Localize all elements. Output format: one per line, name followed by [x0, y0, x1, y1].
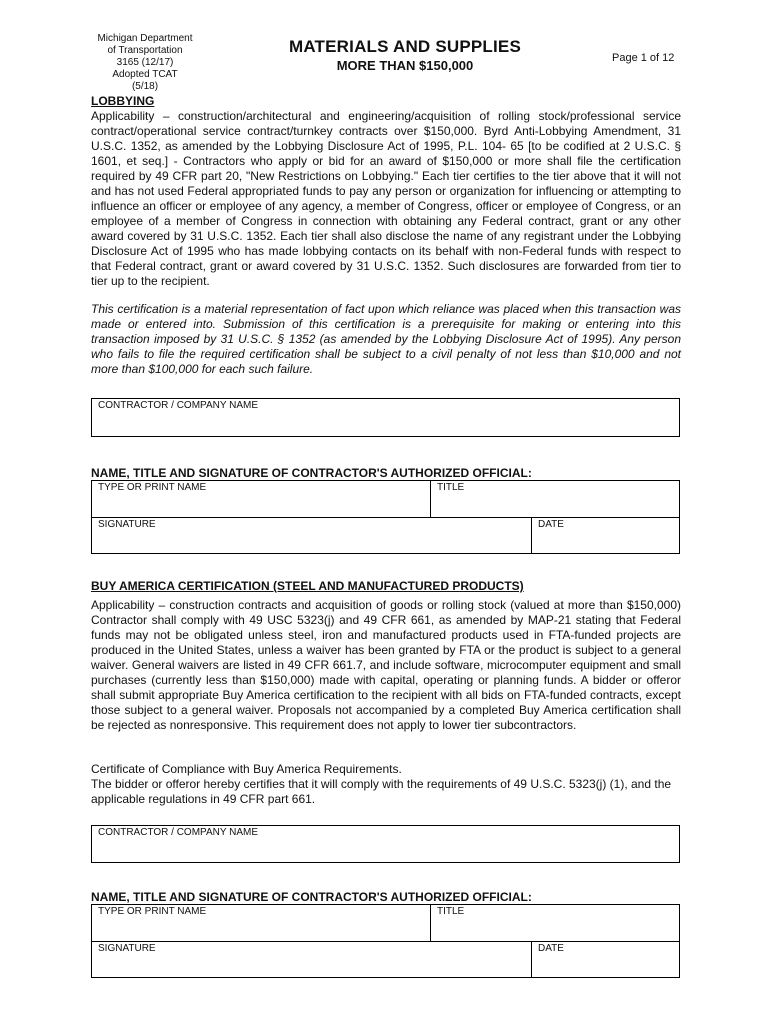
company-name-label: CONTRACTOR / COMPANY NAME	[98, 400, 259, 411]
lobbying-certification-paragraph: This certification is a material representation of fact upon which reliance was placed when this transaction was made or entered into. Submission of this certification is a prerequisite for making or entering into this transaction imposed by 31 U.S.C. § 1352 (as amended by the Lobbying Disclosure Act of 1995). Any person who fails to file the required certification shall be subject to a civil penalty of not less than $10,000 and not more than $100,000 for each such failure.	[91, 302, 681, 376]
buy-america-paragraph: Applicability – construction contracts and acquisition of goods or rolling stock (valued at more than $150,000) Contractor shall comply with 49 USC 5323(j) and 49 CFR 661, as amended by MAP-21 stating that Federal funds may not be obligated unless steel, iron and manufactured products used in FTA-funded projects are produced in the United States, unless a waiver has been granted by FTA or the product is subject to a general waiver. General waivers are listed in 49 CFR 661.7, and include software, microcomputer equipment and small purchases (currently less than $150,000) made with capital, operating or planning funds. A bidder or offeror shall submit appropriate Buy America certification to the recipient with all bids on FTA-funded contracts, except those subject to a general waiver. Proposals not accompanied by a completed Buy America certification shall be rejected as nonresponsive. This requirement does not apply to lower tier subcontractors.	[91, 598, 681, 732]
adopted-date: (5/18)	[131, 81, 159, 92]
signature-label: SIGNATURE	[98, 519, 156, 530]
title-label: TITLE	[437, 482, 465, 493]
date-label: DATE	[538, 943, 564, 954]
date-label: DATE	[538, 519, 564, 530]
lobbying-signature-table	[91, 480, 680, 554]
type-name-label: TYPE OR PRINT NAME	[98, 482, 207, 493]
title-label: TITLE	[437, 906, 465, 917]
buy-america-cert-statement: The bidder or offeror hereby certifies that it will comply with the requirements of 49 U.S.C. 5323(j) (1), and the applicable regulations in 49 CFR part 661.	[91, 777, 672, 806]
lobbying-signature-heading: NAME, TITLE AND SIGNATURE OF CONTRACTOR'S AUTHORIZED OFFICIAL:	[91, 466, 532, 480]
agency-line: of Transportation	[107, 45, 183, 56]
buy-america-signature-table	[91, 904, 680, 978]
page-title: MATERIALS AND SUPPLIES	[288, 37, 522, 56]
agency-line: Michigan Department	[97, 33, 193, 44]
buy-america-signature-heading: NAME, TITLE AND SIGNATURE OF CONTRACTOR'S AUTHORIZED OFFICIAL:	[91, 890, 532, 904]
signature-label: SIGNATURE	[98, 943, 156, 954]
buy-america-heading: BUY AMERICA CERTIFICATION (STEEL AND MANUFACTURED PRODUCTS)	[91, 579, 524, 593]
buy-america-title-field[interactable]	[431, 905, 679, 942]
buy-america-date-field[interactable]	[532, 942, 679, 977]
form-number: 3165 (12/17)	[116, 57, 174, 68]
page-subtitle: MORE THAN $150,000	[336, 58, 474, 73]
adopted-line: Adopted TCAT	[112, 69, 178, 80]
lobbying-paragraph: Applicability – construction/architectural and engineering/acquisition of rolling stock/professional service contract/operational service contract/turnkey contracts over $150,000. Byrd Anti-Lobbying Amendment, 31 U.S.C. 1352, as amended by the Lobbying Disclosure Act of 1995, P.L. 104- 65 [to be codified at 2 U.S.C. § 1601, et seq.] - Contractors who apply or bid for an award of $150,000 or more shall file the certification required by 49 CFR part 20, "New Restrictions on Lobbying." Each tier certifies to the tier above that it will not and has not used Federal appropriated funds to pay any person or organization for influencing or attempting to influence an officer or employee of any agency, a member of Congress, officer or employee of Congress, or an employee of a member of Congress in connection with obtaining any Federal contract, grant or any other award covered by 31 U.S.C. 1352. Each tier shall also disclose the name of any registrant under the Lobbying Disclosure Act of 1995 who has made lobbying contacts on its behalf with non-Federal funds with respect to that Federal contract, grant or award covered by 31 U.S.C. 1352. Such disclosures are forwarded from tier to tier up to the recipient.	[91, 109, 681, 288]
company-name-label: CONTRACTOR / COMPANY NAME	[98, 827, 259, 838]
type-name-label: TYPE OR PRINT NAME	[98, 906, 207, 917]
lobbying-date-field[interactable]	[532, 518, 679, 553]
agency-block	[90, 33, 200, 93]
lobbying-heading: LOBBYING	[91, 94, 155, 108]
buy-america-signature-field[interactable]	[92, 942, 532, 977]
page-number: Page 1 of 12	[612, 52, 675, 64]
lobbying-title-field[interactable]	[431, 481, 679, 518]
buy-america-company-name-field[interactable]	[91, 825, 680, 863]
lobbying-signature-field[interactable]	[92, 518, 532, 553]
lobbying-company-name-field[interactable]	[91, 398, 680, 437]
buy-america-type-name-field[interactable]	[92, 905, 431, 942]
buy-america-cert-title: Certificate of Compliance with Buy America Requirements.	[91, 762, 402, 776]
lobbying-type-name-field[interactable]	[92, 481, 431, 518]
